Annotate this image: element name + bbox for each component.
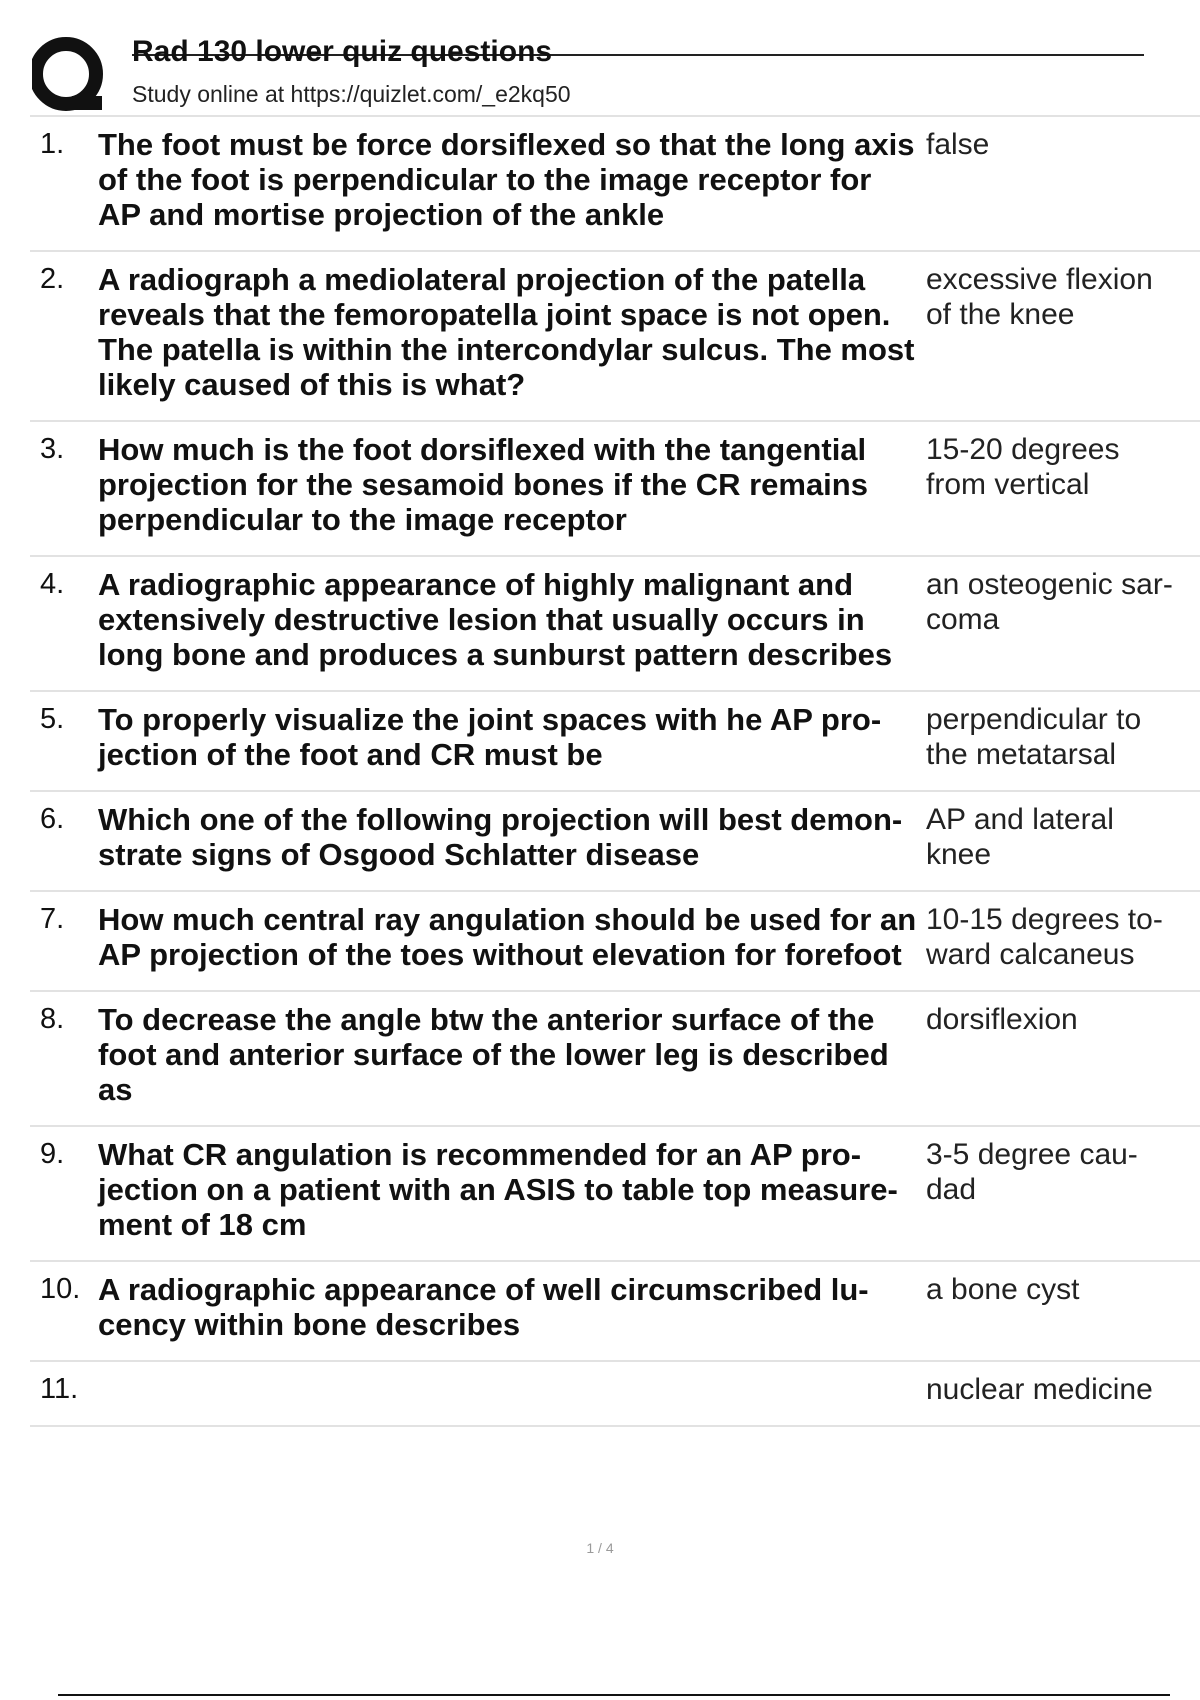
flashcard-row — [30, 892, 1200, 992]
document-header — [30, 30, 1140, 112]
card-number: 11. — [40, 1373, 79, 1405]
flashcard-row — [30, 557, 1200, 692]
flashcard-row — [30, 422, 1200, 557]
flashcard-row — [30, 117, 1200, 252]
card-term: A radiographic appearance of highly malignant and extensively destructive lesion that usually occurs in long bone and produces a sunburst pattern describes — [98, 567, 893, 672]
card-number: 8. — [40, 1003, 65, 1035]
flashcard-row — [30, 1262, 1200, 1362]
card-number: 5. — [40, 703, 65, 735]
quizlet-logo-icon — [32, 34, 142, 114]
card-term: The foot must be force dorsiflexed so that the long axis of the foot is perpendicular to the image receptor for AP and mortise projection of the ankle — [98, 127, 915, 232]
card-term: A radiograph a mediolateral projection of the patella reveals that the femoropatella joint space is not open. The patella is within the intercondylar sulcus. The most likely caused of this is what? — [98, 262, 915, 402]
card-definition: perpendicular to the metatarsal — [926, 703, 1142, 771]
card-term: What CR angulation is recommended for an AP pro-jection on a patient with an ASIS to table top measure-ment of 18 cm — [98, 1137, 898, 1242]
card-number: 9. — [40, 1138, 65, 1170]
page-number: 1 / 4 — [586, 1540, 614, 1556]
footer-rule — [58, 1694, 1170, 1696]
flashcard-row — [30, 792, 1200, 892]
card-term — [98, 1372, 920, 1407]
card-term: How much central ray angulation should be used for an AP projection of the toes without elevation for forefoot — [98, 902, 917, 972]
flashcard-list — [30, 115, 1200, 1427]
card-number: 2. — [40, 263, 65, 295]
card-definition: nuclear medicine — [926, 1373, 1153, 1406]
flashcard-row — [30, 1362, 1200, 1427]
card-definition: 3-5 degree cau-dad — [926, 1138, 1138, 1206]
document-title: Rad 130 lower quiz questions — [132, 35, 553, 68]
card-term: How much is the foot dorsiflexed with the tangential projection for the sesamoid bones if the CR remains perpendicular to the image receptor — [98, 432, 868, 537]
card-term: A radiographic appearance of well circumscribed lu-cency within bone describes — [98, 1272, 869, 1342]
study-online-link[interactable]: Study online at https://quizlet.com/_e2kq50 — [132, 81, 571, 107]
card-definition: 15-20 degrees from vertical — [926, 433, 1120, 501]
card-term: To properly visualize the joint spaces with he AP pro-jection of the foot and CR must be — [98, 702, 882, 772]
flashcard-row — [30, 992, 1200, 1127]
card-definition: 10-15 degrees to-ward calcaneus — [926, 903, 1163, 971]
flashcard-row — [30, 692, 1200, 792]
card-number: 4. — [40, 568, 65, 600]
card-definition: a bone cyst — [926, 1273, 1080, 1306]
card-number: 7. — [40, 903, 65, 935]
card-number: 10. — [40, 1273, 81, 1305]
flashcard-row — [30, 252, 1200, 422]
card-number: 6. — [40, 803, 65, 835]
card-definition: an osteogenic sar-coma — [926, 568, 1173, 636]
card-number: 3. — [40, 433, 65, 465]
card-definition: dorsiflexion — [926, 1003, 1078, 1036]
card-definition: false — [926, 128, 990, 161]
card-term: Which one of the following projection will best demon-strate signs of Osgood Schlatter disease — [98, 802, 903, 872]
card-number: 1. — [40, 128, 65, 160]
flashcard-row — [30, 1127, 1200, 1262]
card-definition: excessive flexion of the knee — [926, 263, 1153, 331]
card-definition: AP and lateral knee — [926, 803, 1114, 871]
card-term: To decrease the angle btw the anterior surface of the foot and anterior surface of the lower leg is described as — [98, 1002, 889, 1107]
